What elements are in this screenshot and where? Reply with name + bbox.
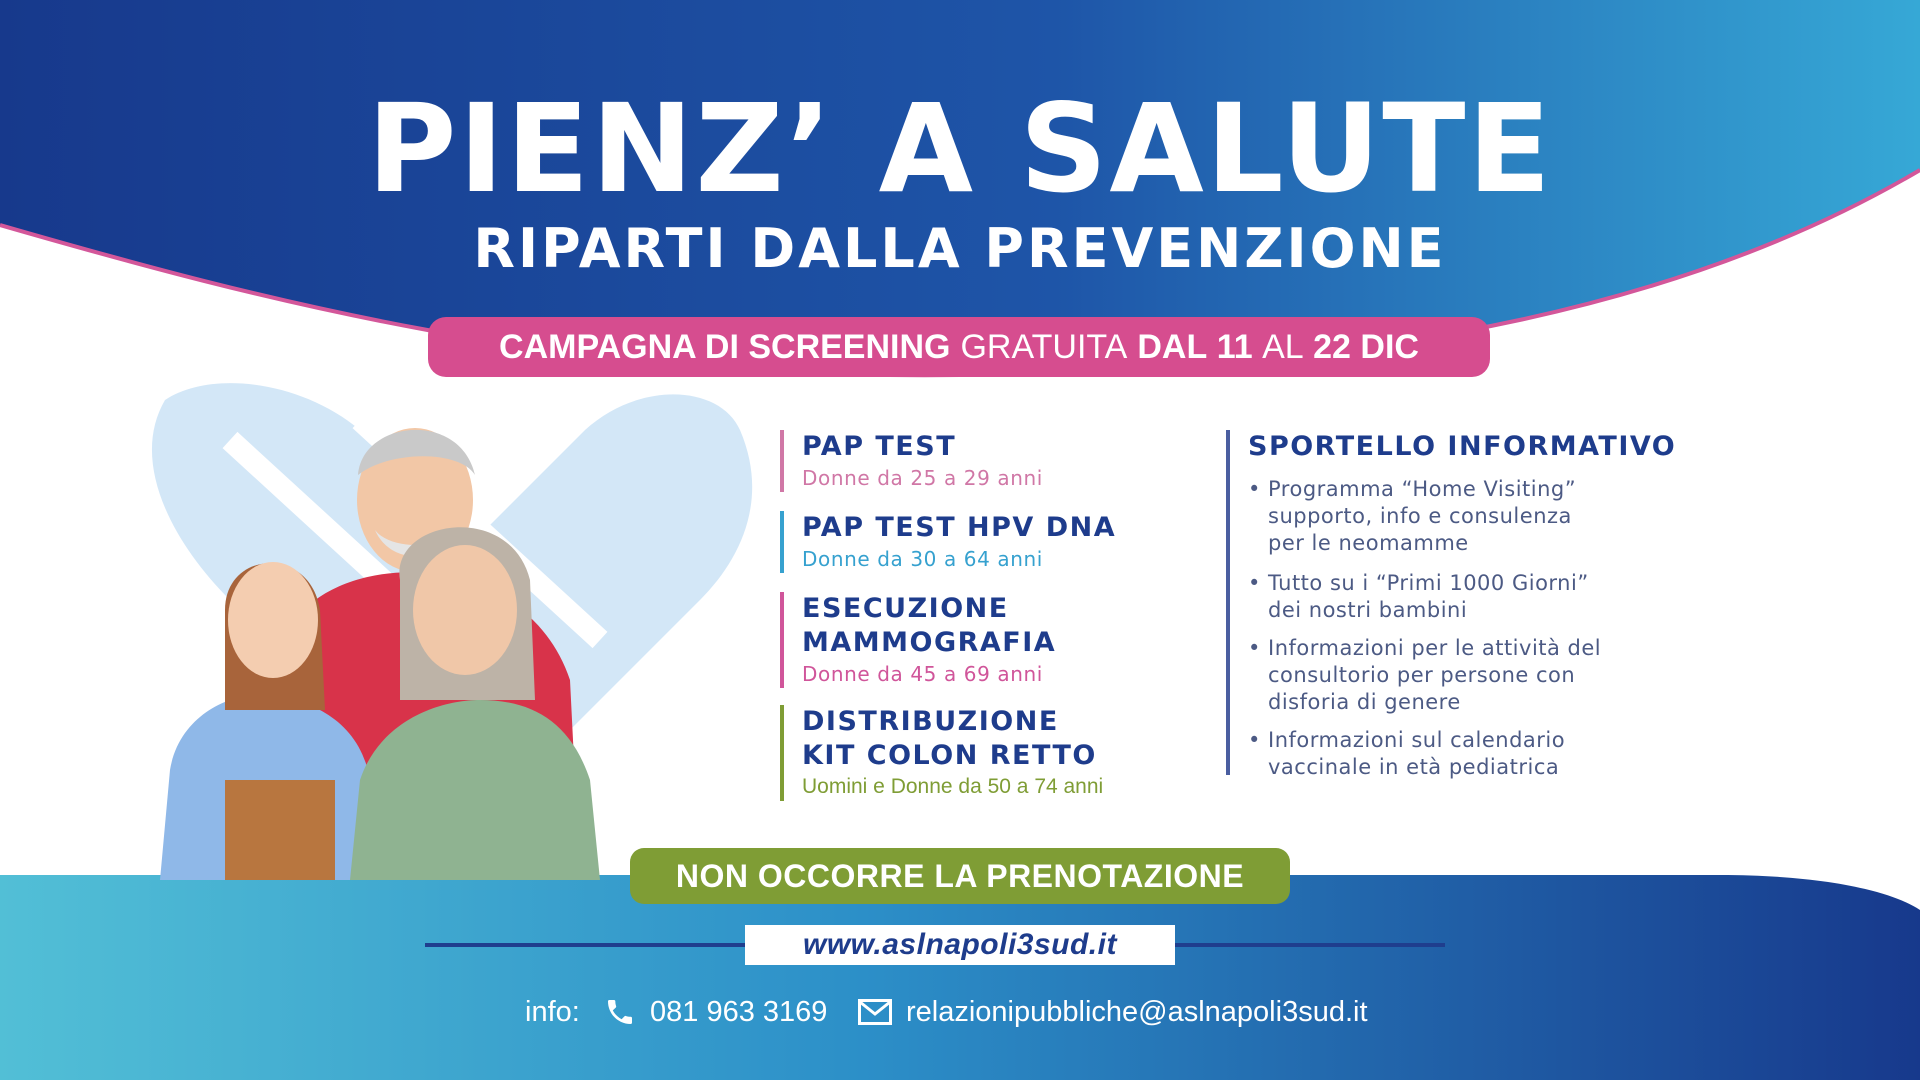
screening-title: ESECUZIONE MAMMOGRAFIA bbox=[802, 593, 1057, 658]
bullet-icon: • bbox=[1248, 571, 1261, 595]
info-desk-item-text: Informazioni sul calendario vaccinale in età pediatrica bbox=[1268, 728, 1566, 779]
screening-item bbox=[780, 705, 1232, 801]
bullet-icon: • bbox=[1248, 636, 1261, 660]
campaign-free: GRATUITA bbox=[960, 327, 1128, 366]
screening-target: Uomini e Donne da 50 a 74 anni bbox=[802, 775, 1104, 798]
screening-item bbox=[780, 592, 1232, 688]
info-desk-item bbox=[1248, 570, 1748, 624]
screening-title: DISTRIBUZIONE KIT COLON RETTO bbox=[802, 706, 1097, 771]
campaign-from: DAL bbox=[1137, 327, 1208, 366]
screening-title: PAP TEST HPV DNA bbox=[802, 512, 1117, 543]
mail-icon bbox=[858, 999, 892, 1025]
bullet-icon: • bbox=[1248, 728, 1261, 752]
campaign-label: CAMPAGNA DI SCREENING bbox=[499, 327, 951, 366]
no-booking-banner: NON OCCORRE LA PRENOTAZIONE bbox=[630, 848, 1290, 904]
info-desk-item-text: Programma “Home Visiting” supporto, info e consulenza per le neomamme bbox=[1268, 477, 1577, 555]
info-desk-item bbox=[1248, 476, 1748, 557]
phone-number: 081 963 3169 bbox=[650, 995, 828, 1028]
screening-target: Donne da 25 a 29 anni bbox=[802, 466, 1043, 490]
campaign-to: AL bbox=[1262, 327, 1304, 366]
info-desk bbox=[1226, 430, 1748, 779]
email-address: relazionipubbliche@aslnapoli3sud.it bbox=[906, 995, 1368, 1028]
screening-item bbox=[780, 430, 1232, 492]
phone-icon bbox=[604, 996, 636, 1028]
bullet-icon: • bbox=[1248, 477, 1261, 501]
email-contact[interactable] bbox=[858, 990, 1368, 1034]
info-desk-item bbox=[1248, 727, 1748, 781]
campaign-start-day: 11 bbox=[1216, 327, 1253, 366]
info-desk-item bbox=[1248, 635, 1748, 716]
info-label bbox=[525, 990, 580, 1034]
info-desk-title: SPORTELLO INFORMATIVO bbox=[1248, 431, 1677, 462]
screening-item bbox=[780, 511, 1232, 573]
phone-contact[interactable] bbox=[604, 990, 827, 1034]
info-desk-item-text: Informazioni per le attività del consultorio per persone con disforia di genere bbox=[1268, 636, 1602, 714]
website-link[interactable]: www.aslnapoli3sud.it bbox=[745, 925, 1175, 965]
campaign-end-date: 22 DIC bbox=[1313, 327, 1419, 366]
screening-title: PAP TEST bbox=[802, 431, 957, 462]
screening-target: Donne da 30 a 64 anni bbox=[802, 547, 1043, 571]
info-desk-item-text: Tutto su i “Primi 1000 Giorni” dei nostri bambini bbox=[1268, 571, 1589, 622]
screening-target: Donne da 45 a 69 anni bbox=[802, 662, 1043, 686]
page-subtitle: RIPARTI DALLA PREVENZIONE bbox=[473, 217, 1447, 280]
info-label-text: info: bbox=[525, 995, 580, 1028]
page-title: PIENZ’ A SALUTE bbox=[367, 78, 1553, 220]
campaign-banner bbox=[428, 317, 1490, 377]
people-photo bbox=[130, 380, 730, 880]
